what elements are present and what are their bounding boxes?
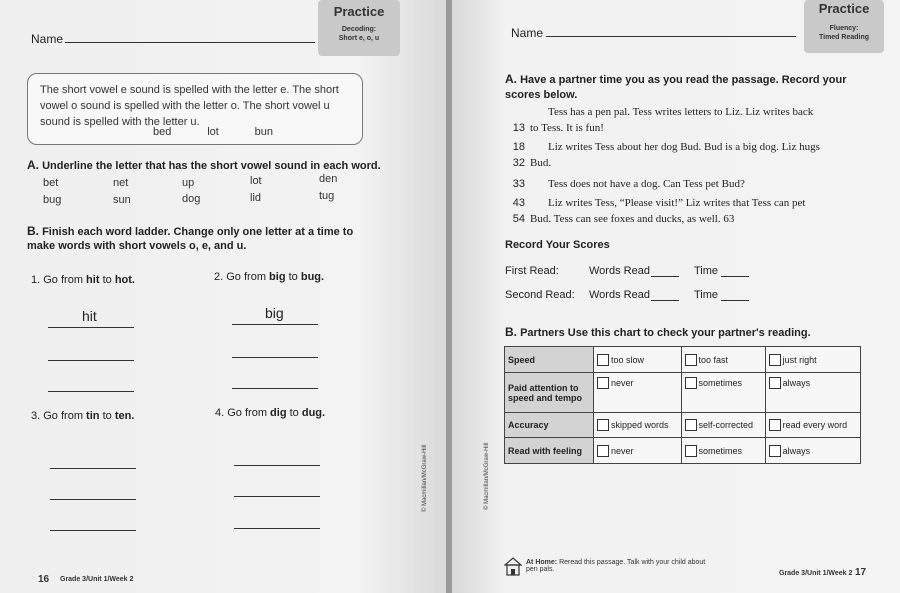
ladder-from-word: hit xyxy=(86,274,100,286)
option-label: always xyxy=(782,445,811,456)
chart-row xyxy=(505,413,861,438)
copyright-left: © Macmillan/McGraw-Hill xyxy=(422,444,428,512)
example-word: lot xyxy=(207,126,219,138)
ladder-blank[interactable] xyxy=(50,499,136,500)
ladder-blank[interactable] xyxy=(232,324,318,325)
ladder-blank[interactable] xyxy=(48,327,134,328)
word-item[interactable]: lid xyxy=(250,192,262,204)
copyright-right: © Macmillan/McGraw-Hill xyxy=(484,442,490,510)
word-item[interactable]: up xyxy=(182,177,195,189)
chart-row xyxy=(505,373,861,413)
passage-line: Bud. Tess can see foxes and ducks, as well. 63 xyxy=(530,213,735,225)
passage-line: Tess does not have a dog. Can Tess pet Bud? xyxy=(548,178,745,190)
chart-option[interactable] xyxy=(765,373,860,413)
ladder-blank[interactable] xyxy=(232,357,318,358)
word-item[interactable]: bug xyxy=(43,194,62,206)
ladder-blank[interactable] xyxy=(50,530,136,531)
chart-option[interactable] xyxy=(681,438,765,464)
chart-option[interactable] xyxy=(594,347,682,373)
at-home-label: At Home: xyxy=(526,559,558,566)
words-read-label: Words Read xyxy=(589,289,650,301)
ladder-2-start-word: big xyxy=(265,305,284,321)
word-item[interactable]: dog xyxy=(182,193,201,205)
time-label: Time xyxy=(694,265,719,277)
chart-row xyxy=(505,347,861,373)
tab-title: Practice xyxy=(818,1,870,16)
ladder-blank[interactable] xyxy=(50,468,136,469)
ladder-blank[interactable] xyxy=(232,388,318,389)
passage-line: to Tess. It is fun! xyxy=(530,122,604,134)
checkbox[interactable] xyxy=(597,445,609,457)
checkbox[interactable] xyxy=(597,419,609,431)
checkbox[interactable] xyxy=(685,377,697,389)
at-home-text: pen pals. xyxy=(526,566,555,573)
ladder-number: 3. xyxy=(31,410,41,422)
checkbox[interactable] xyxy=(769,445,781,457)
checkbox[interactable] xyxy=(769,354,781,366)
section-text: Use this chart to check your partner's reading. xyxy=(567,327,811,339)
word-count: 54 xyxy=(512,213,525,225)
footer-left: Grade 3/Unit 1/Week 2 xyxy=(60,576,134,583)
ladder-number: 4. xyxy=(215,407,225,419)
ladder-blank[interactable] xyxy=(48,391,134,392)
ladder-from-word: big xyxy=(269,271,286,283)
section-title: Partners xyxy=(520,327,565,339)
words-read-field[interactable] xyxy=(651,276,679,277)
section-letter: A. xyxy=(505,72,517,86)
chart-option[interactable] xyxy=(765,413,860,438)
ladder-to-word: ten. xyxy=(114,410,135,422)
section-text: Underline the letter that has the short vowel sound in each word. xyxy=(42,160,381,172)
name-label: Name xyxy=(31,32,64,46)
ladder-blank[interactable] xyxy=(234,465,320,466)
ladder-3-prompt xyxy=(31,410,134,422)
ladder-blank[interactable] xyxy=(234,496,320,497)
ladder-1-start-word: hit xyxy=(82,308,97,324)
name-field[interactable] xyxy=(546,36,796,37)
section-letter: B. xyxy=(27,224,39,238)
word-count: 43 xyxy=(512,197,525,209)
at-home-text: Reread this passage. Talk with your child about xyxy=(559,559,706,566)
section-b-heading xyxy=(27,224,353,252)
score-label: First Read: xyxy=(505,265,559,277)
rule-line-3: sound is spelled with the letter u. xyxy=(40,116,200,128)
word-count: 13 xyxy=(512,122,525,134)
word-item[interactable]: sun xyxy=(113,194,131,206)
time-field[interactable] xyxy=(721,300,749,301)
tab-subtitle-1: Decoding: xyxy=(341,26,377,33)
word-count: 18 xyxy=(512,141,525,153)
checkbox[interactable] xyxy=(597,354,609,366)
tab-subtitle-2: Short e, o, u xyxy=(338,35,380,42)
ladder-blank[interactable] xyxy=(234,528,320,529)
ladder-number: 1. xyxy=(31,274,41,286)
ladder-text: Go from xyxy=(43,274,83,286)
record-heading: Record Your Scores xyxy=(505,239,610,251)
chart-option[interactable] xyxy=(681,347,765,373)
chart-row-header: Read with feeling xyxy=(505,438,594,464)
word-item[interactable]: tug xyxy=(319,190,335,202)
option-label: always xyxy=(782,378,811,388)
ladder-1-prompt xyxy=(31,274,135,286)
word-item[interactable]: bet xyxy=(43,177,59,189)
tab-title: Practice xyxy=(333,4,385,19)
checkbox[interactable] xyxy=(769,377,781,389)
section-text: Finish each word ladder. Change only one letter at a time to xyxy=(42,226,354,238)
checkbox[interactable] xyxy=(685,419,697,431)
chart-row-header: Accuracy xyxy=(505,413,594,438)
option-label: sometimes xyxy=(698,378,743,388)
ladder-to-word: hot. xyxy=(114,274,135,286)
practice-tab-right xyxy=(804,0,884,53)
option-label: sometimes xyxy=(698,445,743,456)
chart-option[interactable] xyxy=(594,438,682,464)
ladder-number: 2. xyxy=(214,271,224,283)
option-label: self-corrected xyxy=(698,420,754,430)
chart-option[interactable] xyxy=(594,413,682,438)
rule-examples xyxy=(153,124,273,140)
section-b-heading xyxy=(505,325,811,339)
ladder-text: Go from xyxy=(43,410,83,422)
section-text: scores below. xyxy=(505,89,578,101)
chart-option[interactable] xyxy=(765,347,860,373)
example-word: bed xyxy=(153,126,172,138)
score-label: Second Read: xyxy=(505,289,575,301)
passage-line: Tess has a pen pal. Tess writes letters to Liz. Liz writes back xyxy=(548,106,814,118)
ladder-from-word: dig xyxy=(270,407,287,419)
word-item[interactable]: net xyxy=(113,177,129,189)
ladder-from-word: tin xyxy=(86,410,100,422)
chart-row xyxy=(505,438,861,464)
word-count: 32 xyxy=(512,157,525,169)
tab-subtitle-1: Fluency: xyxy=(829,25,859,32)
chart-option[interactable] xyxy=(765,438,860,464)
option-label: skipped words xyxy=(611,420,669,430)
word-item[interactable]: lot xyxy=(250,175,262,187)
checkbox[interactable] xyxy=(685,445,697,457)
time-label: Time xyxy=(694,289,719,301)
partner-chart xyxy=(504,346,861,464)
option-label: too fast xyxy=(698,354,729,365)
words-read-label: Words Read xyxy=(589,265,650,277)
option-label: never xyxy=(611,378,634,388)
passage-line: Liz writes Tess, “Please visit!” Liz writes that Tess can pet xyxy=(548,197,806,209)
ladder-to-word: bug. xyxy=(300,271,325,283)
ladder-2-prompt xyxy=(214,271,324,283)
ladder-text: to xyxy=(288,271,298,283)
checkbox[interactable] xyxy=(597,377,609,389)
option-label: never xyxy=(611,445,634,456)
option-label: read every word xyxy=(782,420,848,430)
name-label: Name xyxy=(511,26,544,40)
example-word: bun xyxy=(254,126,273,138)
section-letter: A. xyxy=(27,158,39,172)
left-page xyxy=(0,0,448,593)
chart-row-header: Speed xyxy=(505,347,594,373)
ladder-4-prompt xyxy=(215,407,325,419)
option-label: just right xyxy=(782,354,817,365)
ladder-text: Go from xyxy=(227,407,267,419)
word-item[interactable]: den xyxy=(319,173,338,185)
page-number-right: 17 xyxy=(855,567,867,578)
option-label: too slow xyxy=(611,354,645,365)
checkbox[interactable] xyxy=(769,419,781,431)
section-a-heading xyxy=(505,72,847,103)
chart-option[interactable] xyxy=(594,373,682,413)
ladder-text: to xyxy=(102,274,112,286)
ladder-text: to xyxy=(102,410,112,422)
checkbox[interactable] xyxy=(685,354,697,366)
house-icon xyxy=(504,556,522,576)
passage-line: Liz writes Tess about her dog Bud. Bud is a big dog. Liz hugs xyxy=(548,141,820,153)
chart-option[interactable] xyxy=(681,373,765,413)
footer-right: Grade 3/Unit 1/Week 2 xyxy=(779,570,853,577)
rule-box xyxy=(27,73,363,145)
rule-line-2: vowel o sound is spelled with the letter o. The short vowel u xyxy=(40,100,330,112)
section-letter: B. xyxy=(505,325,517,339)
at-home-note xyxy=(526,559,705,573)
ladder-text: to xyxy=(289,407,299,419)
chart-option[interactable] xyxy=(681,413,765,438)
word-count: 33 xyxy=(512,178,525,190)
section-a-heading xyxy=(27,158,381,172)
time-field[interactable] xyxy=(721,276,749,277)
page-number-left: 16 xyxy=(38,574,50,585)
words-read-field[interactable] xyxy=(651,300,679,301)
section-text: Have a partner time you as you read the passage. Record your xyxy=(520,74,847,86)
name-field[interactable] xyxy=(65,42,315,43)
right-page xyxy=(452,0,900,593)
practice-tab-left xyxy=(318,0,400,56)
rule-line-1: The short vowel e sound is spelled with the letter e. The short xyxy=(40,84,339,96)
ladder-text: Go from xyxy=(226,271,266,283)
tab-subtitle-2: Timed Reading xyxy=(818,34,870,41)
passage-line: Bud. xyxy=(530,157,552,169)
ladder-to-word: dug. xyxy=(301,407,326,419)
ladder-blank[interactable] xyxy=(48,360,134,361)
chart-row-header: Paid attention to speed and tempo xyxy=(505,373,594,413)
section-text: make words with short vowels o, e, and u. xyxy=(27,240,247,252)
